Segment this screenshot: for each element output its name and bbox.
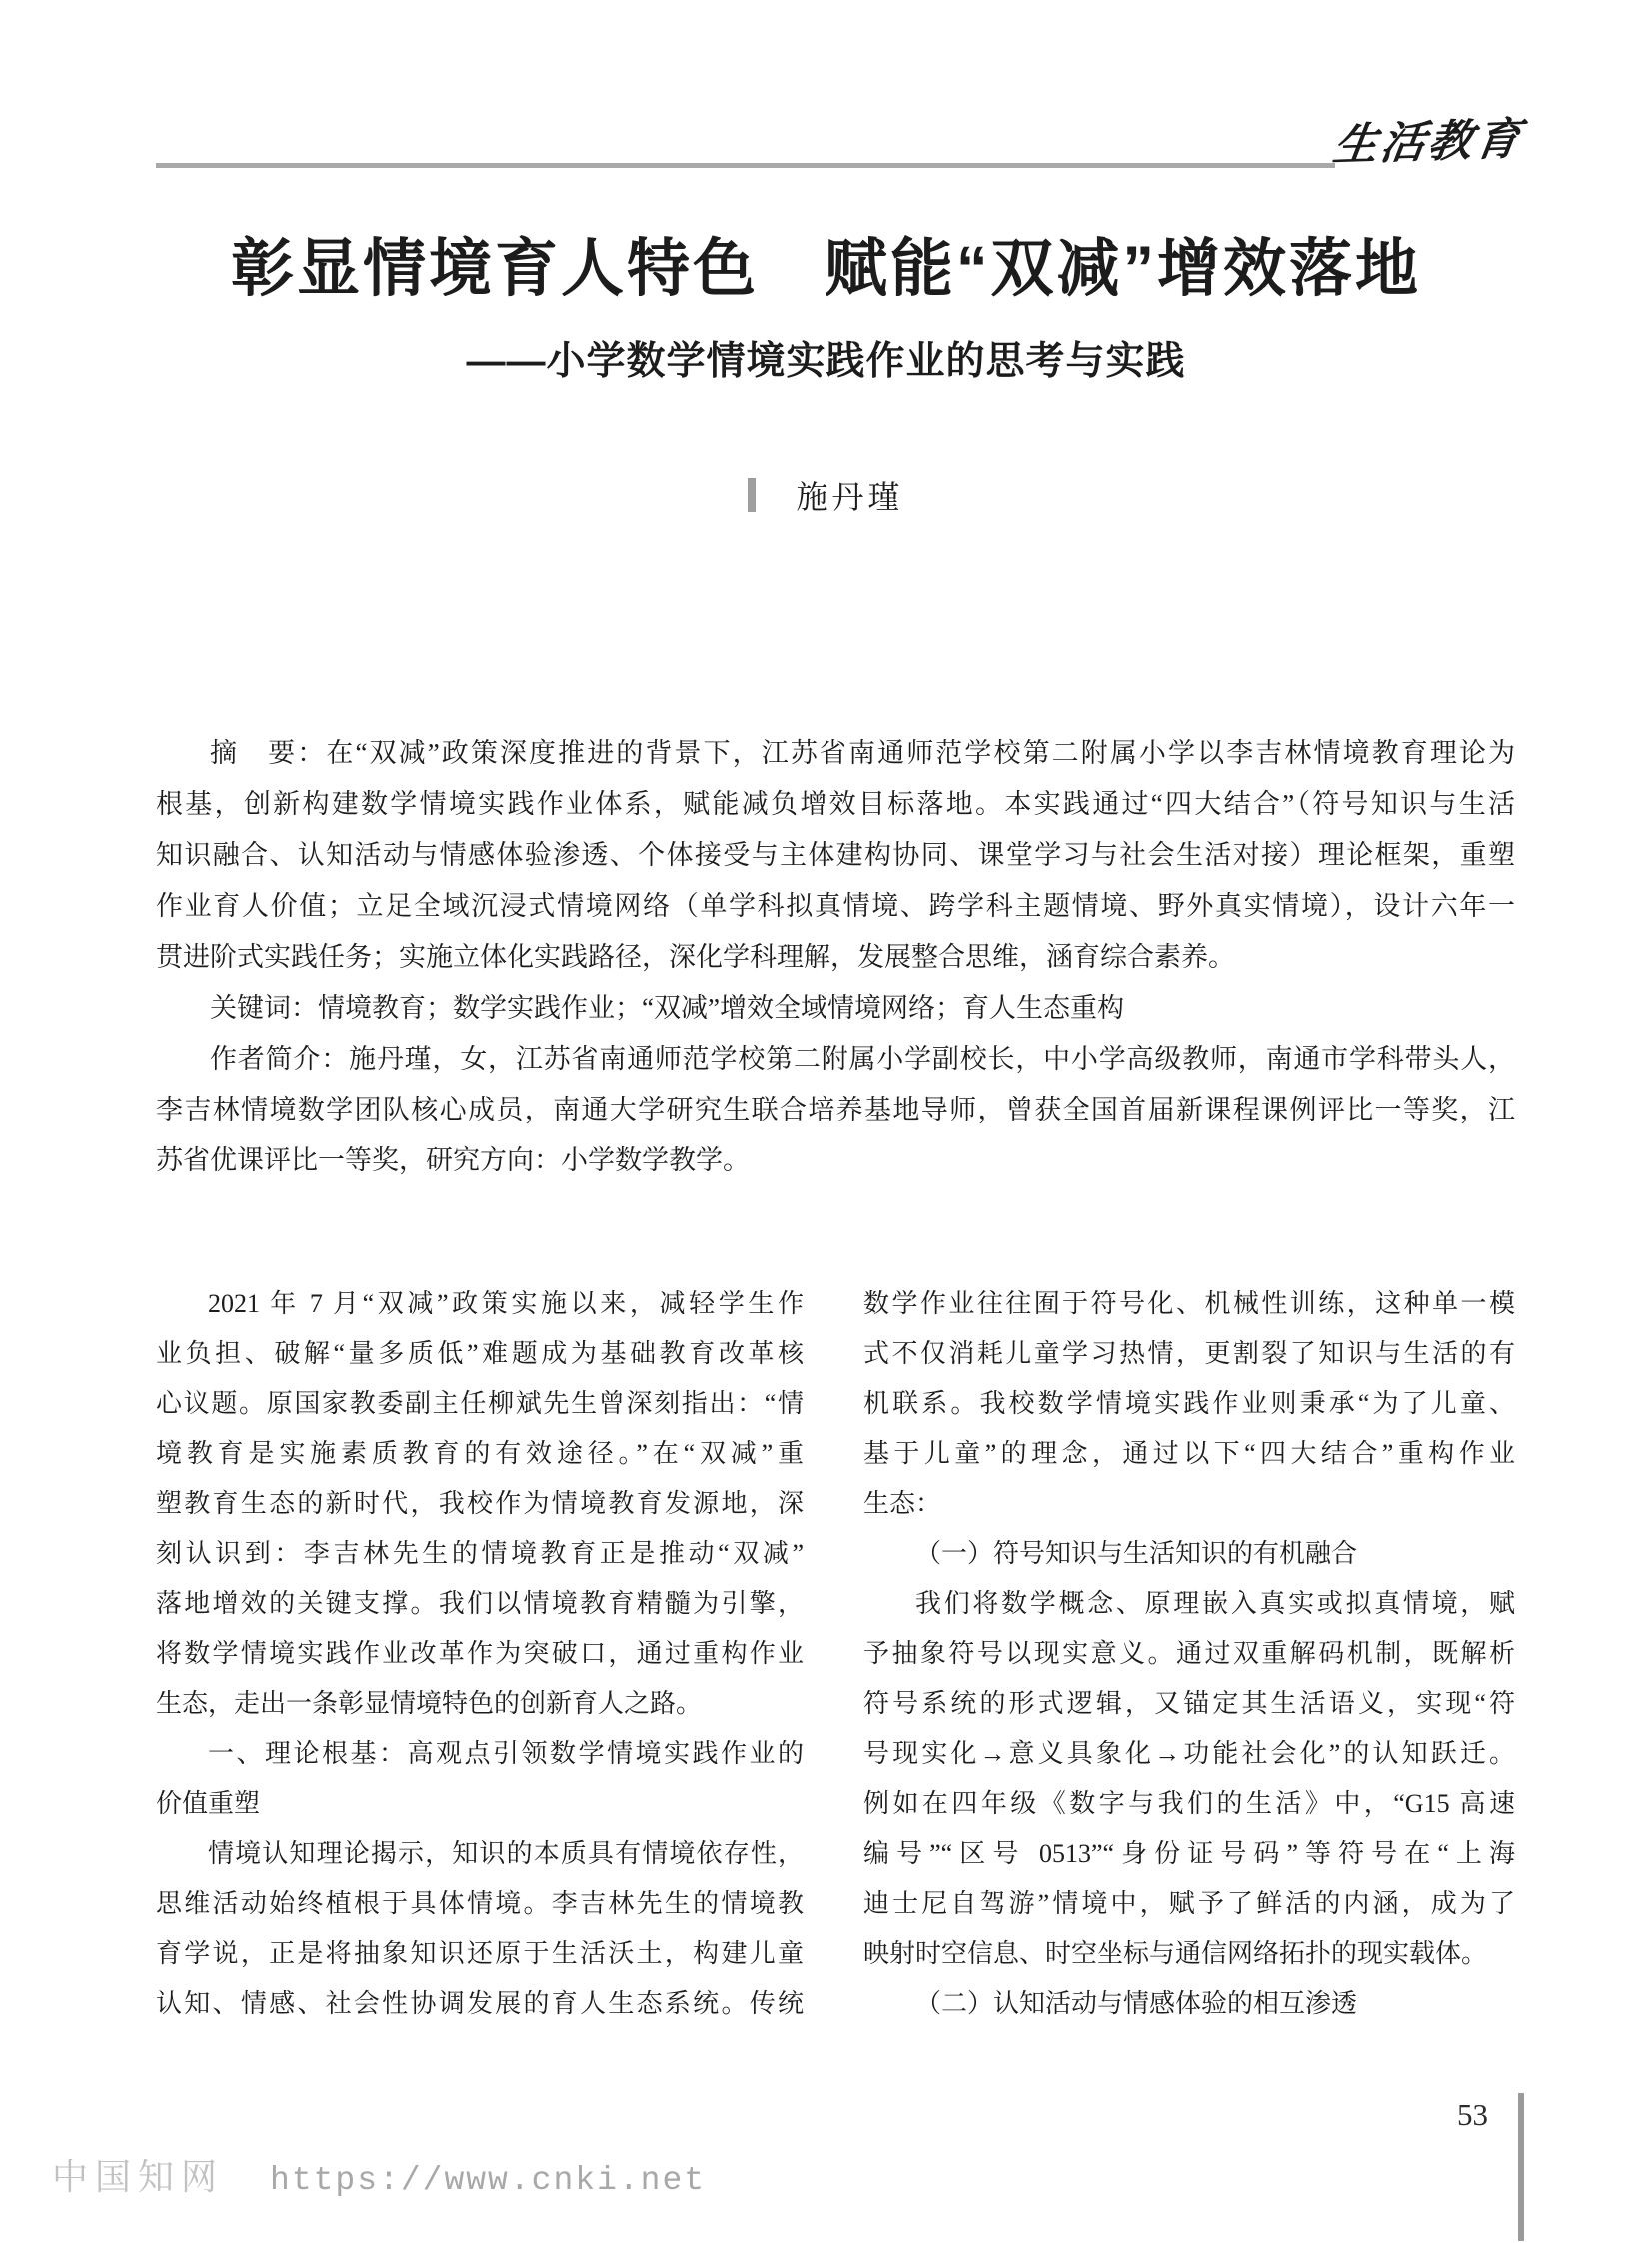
text-line: 作业育人价值；立足全域沉浸式情境网络（单学科拟真情境、跨学科主题情境、野外真实情境），设计六年一: [156, 891, 1515, 921]
text-line: 数学作业往往囿于符号化、机械性训练，这种单一模: [863, 1289, 1515, 1318]
text-line: 价值重塑: [156, 1789, 261, 1818]
text-line: 育学说，正是将抽象知识还原于生活沃土，构建儿童: [156, 1939, 804, 1968]
cnki-watermark-url: https://www.cnki.net: [270, 2162, 707, 2199]
text-line: 符号系统的形式逻辑，又锚定其生活语义，实现“符: [863, 1689, 1515, 1718]
text-line: 刻认识到：李吉林先生的情境教育正是推动“双减”: [156, 1539, 804, 1568]
text-line: 境教育是实施素质教育的有效途径。”在“双减”重: [156, 1439, 804, 1468]
text-line: 知识融合、认知活动与情感体验渗透、个体接受与主体建构协同、课堂学习与社会生活对接）理论框架，重塑: [156, 840, 1515, 870]
text-line: 一、理论根基：高观点引领数学情境实践作业的: [208, 1739, 804, 1768]
text-line: 苏省优课评比一等奖，研究方向：小学数学教学。: [156, 1145, 750, 1175]
text-line: 摘 要：在“双减”政策深度推进的背景下，江苏省南通师范学校第二附属小学以李吉林情境教育理论为: [210, 738, 1515, 768]
text-line: 思维活动始终植根于具体情境。李吉林先生的情境教: [156, 1889, 804, 1918]
text-line: 认知、情感、社会性协调发展的育人生态系统。传统: [156, 1989, 804, 2018]
body-column-left: [156, 1279, 804, 2029]
text-line: 2021 年 7 月“双减”政策实施以来，减轻学生作: [208, 1289, 804, 1318]
text-line: 生态，走出一条彰显情境特色的创新育人之路。: [156, 1689, 703, 1718]
body-column-right: [863, 1279, 1515, 2029]
cnki-watermark: [52, 2149, 706, 2200]
text-line: 例如在四年级《数字与我们的生活》中，“G15 高速: [863, 1789, 1515, 1818]
text-line: 情境认知理论揭示，知识的本质具有情境依存性，: [208, 1839, 804, 1868]
page-number: 53: [1457, 2097, 1488, 2132]
text-line: 予抽象符号以现实意义。通过双重解码机制，既解析: [863, 1639, 1515, 1668]
text-line: 塑教育生态的新时代，我校作为情境教育发源地，深: [156, 1489, 804, 1518]
author-divider-bar: [748, 478, 756, 512]
author-name: 施丹瑾: [796, 479, 904, 515]
text-line: 心议题。原国家教委副主任柳斌先生曾深刻指出：“情: [156, 1389, 804, 1418]
text-line: 我们将数学概念、原理嵌入真实或拟真情境，赋: [915, 1589, 1515, 1618]
text-line: 机联系。我校数学情境实践作业则秉承“为了儿童、: [863, 1389, 1515, 1418]
article-title: 彰显情境育人特色 赋能“双减”增效落地: [231, 234, 1421, 304]
text-line: 生态：: [863, 1489, 942, 1518]
text-line: （二）认知活动与情感体验的相互渗透: [915, 1989, 1358, 2018]
text-line: 映射时空信息、时空坐标与通信网络拓扑的现实载体。: [863, 1939, 1488, 1968]
text-line: 基于儿童”的理念，通过以下“四大结合”重构作业: [863, 1439, 1515, 1468]
text-line: 编号”“区号 0513”“身份证号码”等符号在“上海: [863, 1839, 1515, 1868]
journal-logo: 生活教育: [1330, 114, 1527, 171]
text-line: 根基，创新构建数学情境实践作业体系，赋能减负增效目标落地。本实践通过“四大结合”（符号知识与生活: [156, 789, 1515, 819]
abstract-block: [156, 728, 1515, 1186]
text-line: 业负担、破解“量多质低”难题成为基础教育改革核: [156, 1339, 804, 1368]
text-line: 号现实化→意义具象化→功能社会化”的认知跃迁。: [863, 1739, 1515, 1768]
text-line: 作者简介：施丹瑾，女，江苏省南通师范学校第二附属小学副校长，中小学高级教师，南通市学科带头人，: [210, 1044, 1515, 1074]
text-line: 将数学情境实践作业改革作为突破口，通过重构作业: [156, 1639, 804, 1668]
author-row: [0, 472, 1652, 518]
text-line: 式不仅消耗儿童学习热情，更割裂了知识与生活的有: [863, 1339, 1515, 1368]
text-line: 迪士尼自驾游”情境中，赋予了鲜活的内涵，成为了: [863, 1889, 1515, 1918]
text-line: 落地增效的关键支撑。我们以情境教育精髓为引擎，: [156, 1589, 804, 1618]
article-subtitle: ——小学数学情境实践作业的思考与实践: [466, 340, 1186, 383]
header-rule: [156, 163, 1335, 168]
text-line: 李吉林情境数学团队核心成员，南通大学研究生联合培养基地导师，曾获全国首届新课程课例评比一等奖，江: [156, 1095, 1515, 1124]
page-number-rule: [1518, 2093, 1524, 2241]
text-line: 关键词：情境教育；数学实践作业；“双减”增效全域情境网络；育人生态重构: [210, 993, 1124, 1023]
cnki-watermark-name: 中国知网: [52, 2157, 225, 2197]
text-line: 贯进阶式实践任务；实施立体化实践路径，深化学科理解，发展整合思维，涵育综合素养。: [156, 942, 1235, 972]
text-line: （一）符号知识与生活知识的有机融合: [915, 1539, 1358, 1568]
